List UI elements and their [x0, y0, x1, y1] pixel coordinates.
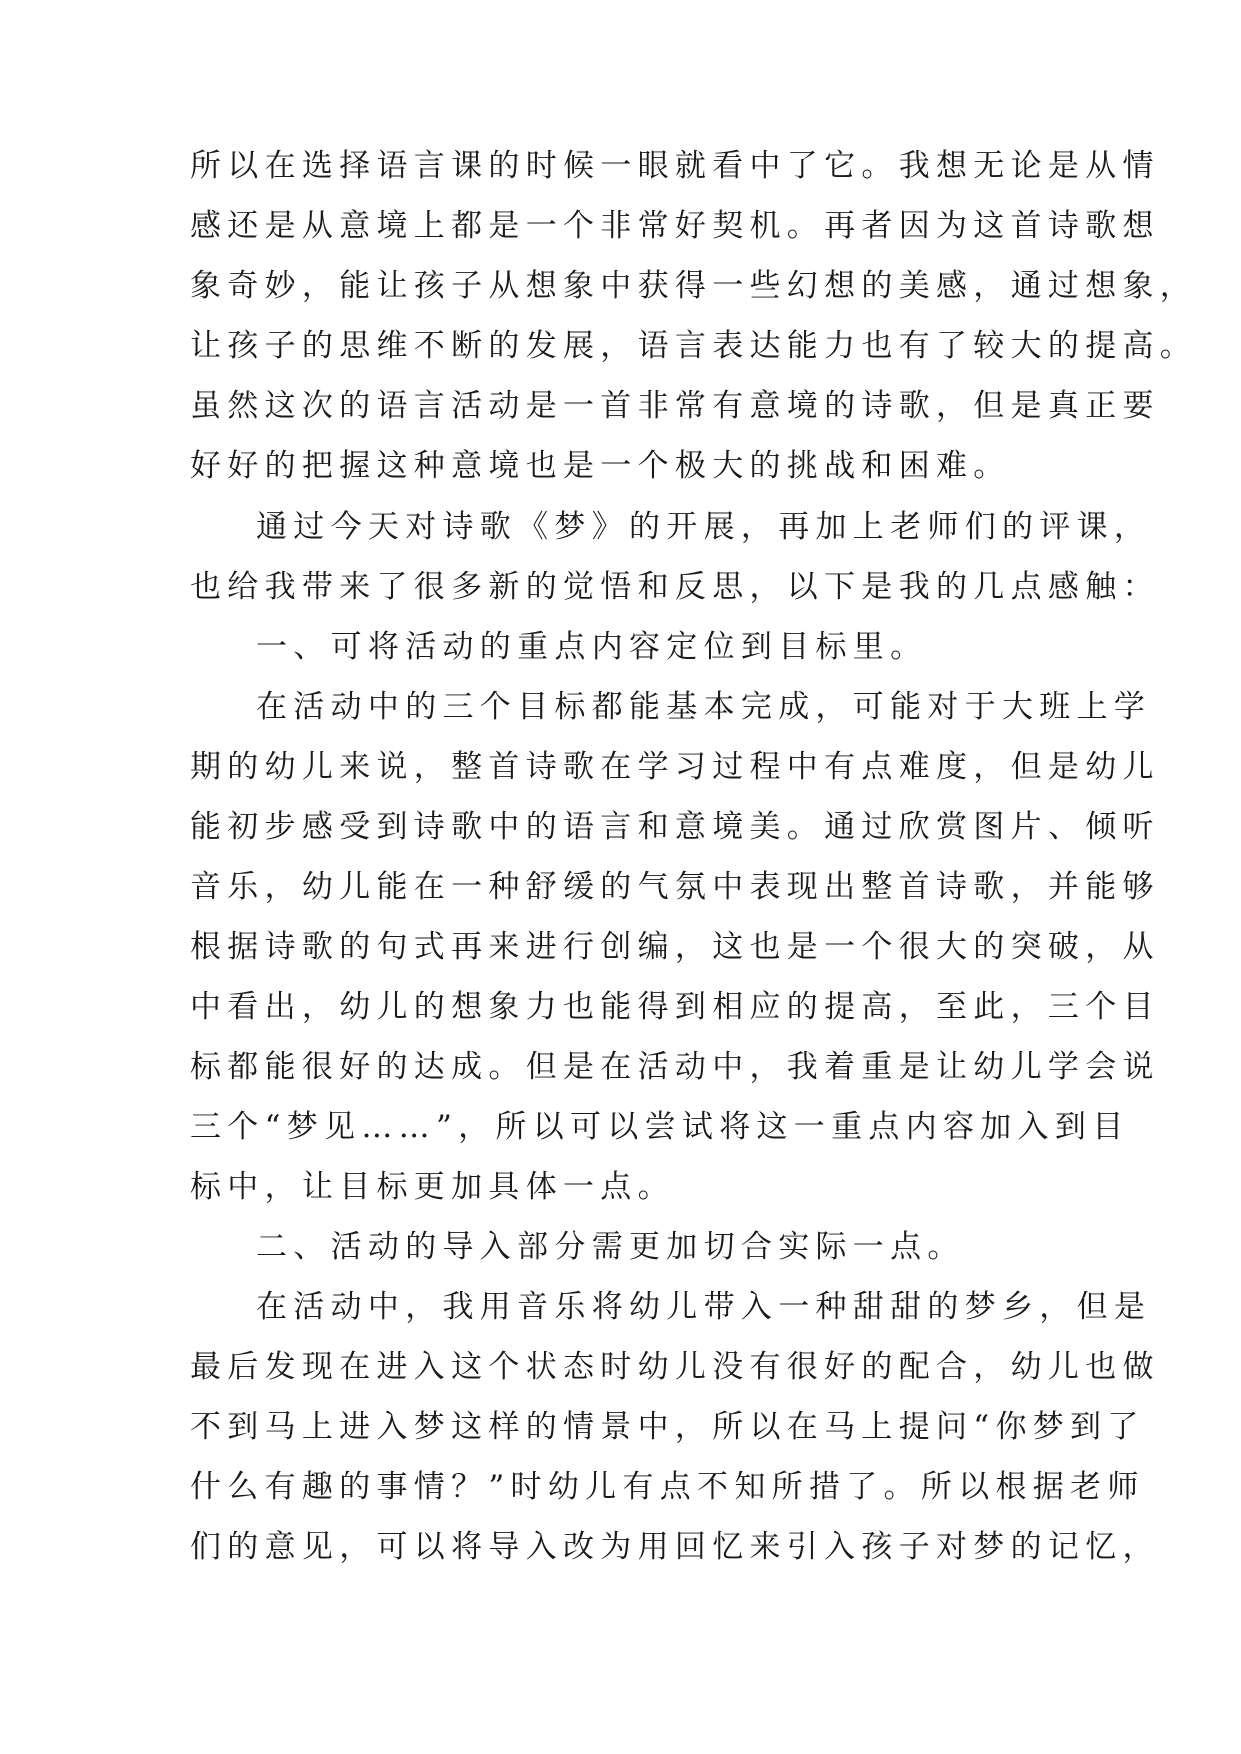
text-line: 能初步感受到诗歌中的语言和意境美。通过欣赏图片、倾听	[190, 809, 1160, 845]
text-line: 通过今天对诗歌《梦》的开展，再加上老师们的评课，	[256, 509, 1152, 545]
text-line: 不到马上进入梦这样的情景中，所以在马上提问“你梦到了	[190, 1409, 1145, 1445]
text-line: 们的意见，可以将导入改为用回忆来引入孩子对梦的记忆，	[190, 1529, 1160, 1565]
text-line: 在活动中，我用音乐将幼儿带入一种甜甜的梦乡，但是	[256, 1289, 1152, 1325]
text-line: 三个“梦见……”，所以可以尝试将这一重点内容加入到目	[190, 1109, 1130, 1145]
text-line: 所以在选择语言课的时候一眼就看中了它。我想无论是从情	[190, 148, 1160, 184]
text-line: 音乐，幼儿能在一种舒缓的气氛中表现出整首诗歌，并能够	[190, 869, 1160, 905]
text-line: 标都能很好的达成。但是在活动中，我着重是让幼儿学会说	[190, 1049, 1160, 1085]
section-heading: 二、活动的导入部分需更加切合实际一点。	[256, 1229, 965, 1265]
section-heading: 一、可将活动的重点内容定位到目标里。	[256, 629, 928, 665]
text-line: 在活动中的三个目标都能基本完成，可能对于大班上学	[256, 689, 1152, 725]
text-line: 虽然这次的语言活动是一首非常有意境的诗歌，但是真正要	[190, 388, 1160, 424]
text-line: 象奇妙，能让孩子从想象中获得一些幻想的美感，通过想象，	[190, 268, 1198, 304]
text-line: 最后发现在进入这个状态时幼儿没有很好的配合，幼儿也做	[190, 1349, 1160, 1385]
text-line: 让孩子的思维不断的发展，语言表达能力也有了较大的提高。	[190, 328, 1198, 364]
text-line: 标中，让目标更加具体一点。	[190, 1169, 675, 1205]
text-line: 根据诗歌的句式再来进行创编，这也是一个很大的突破，从	[190, 929, 1160, 965]
text-line: 感还是从意境上都是一个非常好契机。再者因为这首诗歌想	[190, 208, 1160, 244]
text-line: 也给我带来了很多新的觉悟和反思，以下是我的几点感触：	[190, 569, 1160, 605]
text-line: 什么有趣的事情？”时幼儿有点不知所措了。所以根据老师	[190, 1469, 1145, 1505]
text-line: 好好的把握这种意境也是一个极大的挑战和困难。	[190, 448, 1011, 484]
text-line: 中看出，幼儿的想象力也能得到相应的提高，至此，三个目	[190, 989, 1160, 1025]
text-line: 期的幼儿来说，整首诗歌在学习过程中有点难度，但是幼儿	[190, 749, 1160, 785]
